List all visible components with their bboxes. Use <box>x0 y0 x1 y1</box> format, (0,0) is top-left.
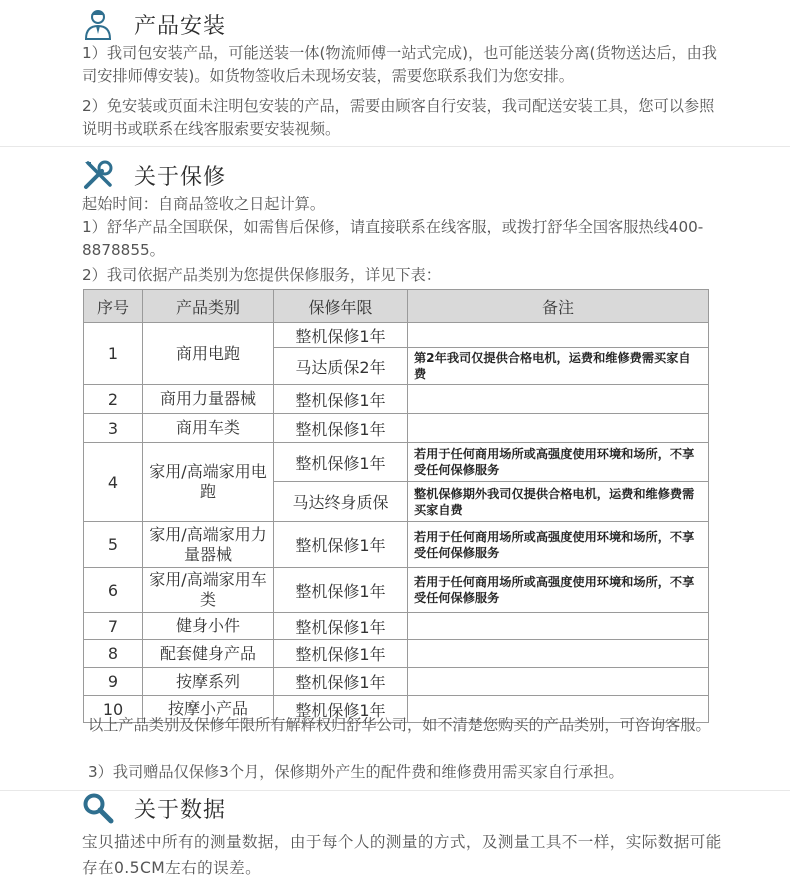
magnifier-icon <box>82 792 114 824</box>
row-period: 整机保修1年 <box>274 696 408 723</box>
section-divider <box>0 146 790 147</box>
data-title: 关于数据 <box>134 797 227 823</box>
row-no: 10 <box>84 696 143 723</box>
warranty-paragraph-3: 3）我司赠品仅保修3个月，保修期外产生的配件费和维修费用需买家自行承担。 <box>88 763 624 781</box>
table-header-row <box>84 290 709 323</box>
row-category: 商用力量器械 <box>143 385 274 414</box>
table-row <box>84 668 709 696</box>
table-row <box>84 568 709 613</box>
row-period: 整机保修1年 <box>274 323 408 348</box>
header-remarks: 备注 <box>408 290 709 323</box>
install-section-header <box>82 4 226 44</box>
warranty-start-time: 起始时间：自商品签收之日起计算。 <box>82 195 325 213</box>
row-period: 马达质保2年 <box>274 348 408 385</box>
row-period: 马达终身质保 <box>274 482 408 522</box>
row-period: 整机保修1年 <box>274 568 408 613</box>
tools-icon <box>82 159 114 191</box>
row-category: 家用/高端家用车类 <box>143 568 274 613</box>
install-paragraph-2: 2）免安装或页面未注明包安装的产品，需要由顾客自行安装，我司配送安装工具，您可以参照说明书或联系在线客服索要安装视频。 <box>82 97 715 138</box>
row-period: 整机保修1年 <box>274 414 408 443</box>
row-category: 家用/高端家用力量器械 <box>143 522 274 568</box>
header-warranty-period: 保修年限 <box>274 290 408 323</box>
row-note: 若用于任何商用场所或高强度使用环境和场所，不享受任何保修服务 <box>408 443 709 482</box>
row-no: 8 <box>84 640 143 668</box>
row-note <box>408 323 709 348</box>
warranty-title: 关于保修 <box>134 164 227 190</box>
table-row <box>84 385 709 414</box>
warranty-table <box>83 289 709 723</box>
warranty-paragraph-1: 1）舒华产品全国联保，如需售后保修，请直接联系在线客服，或拨打舒华全国客服热线400-8878855。 <box>82 218 704 259</box>
row-no: 7 <box>84 613 143 640</box>
table-row <box>84 613 709 640</box>
row-no: 3 <box>84 414 143 443</box>
row-note <box>408 414 709 443</box>
row-period: 整机保修1年 <box>274 640 408 668</box>
warranty-paragraph-2: 2）我司依据产品类别为您提供保修服务，详见下表： <box>82 266 441 284</box>
row-category: 家用/高端家用电跑 <box>143 443 274 522</box>
row-note <box>408 668 709 696</box>
row-note: 整机保修期外我司仅提供合格电机，运费和维修费需买家自费 <box>408 482 709 522</box>
row-category: 按摩系列 <box>143 668 274 696</box>
row-note: 第2年我司仅提供合格电机，运费和维修费需买家自费 <box>408 348 709 385</box>
header-category: 产品类别 <box>143 290 274 323</box>
row-no: 2 <box>84 385 143 414</box>
row-period: 整机保修1年 <box>274 613 408 640</box>
row-period: 整机保修1年 <box>274 668 408 696</box>
data-paragraph: 宝贝描述中所有的测量数据，由于每个人的测量的方式，及测量工具不一样，实际数据可能存在0.5CM左右的误差。 <box>82 833 722 877</box>
row-note: 若用于任何商用场所或高强度使用环境和场所，不享受任何保修服务 <box>408 522 709 568</box>
row-no: 5 <box>84 522 143 568</box>
row-period: 整机保修1年 <box>274 443 408 482</box>
row-no: 1 <box>84 323 143 385</box>
row-note <box>408 385 709 414</box>
warranty-interpretation-note: 以上产品类别及保修年限所有解释权归舒华公司，如不清楚您购买的产品类别，可咨询客服。 <box>88 716 711 734</box>
row-category: 商用车类 <box>143 414 274 443</box>
install-title: 产品安装 <box>134 13 227 39</box>
row-note: 若用于任何商用场所或高强度使用环境和场所，不享受任何保修服务 <box>408 568 709 613</box>
row-no: 4 <box>84 443 143 522</box>
table-row <box>84 522 709 568</box>
installer-person-icon <box>82 8 114 40</box>
warranty-section-header <box>82 155 226 195</box>
header-no: 序号 <box>84 290 143 323</box>
row-category: 健身小件 <box>143 613 274 640</box>
row-note <box>408 613 709 640</box>
row-category: 配套健身产品 <box>143 640 274 668</box>
row-period: 整机保修1年 <box>274 522 408 568</box>
row-note <box>408 640 709 668</box>
row-no: 9 <box>84 668 143 696</box>
data-section-header <box>82 788 226 828</box>
table-row <box>84 443 709 482</box>
table-row <box>84 640 709 668</box>
row-no: 6 <box>84 568 143 613</box>
row-period: 整机保修1年 <box>274 385 408 414</box>
table-row <box>84 323 709 348</box>
row-category: 商用电跑 <box>143 323 274 385</box>
install-paragraph-1: 1）我司包安装产品，可能送装一体(物流师傅一站式完成)，也可能送装分离(货物送达后，由我司安排师傅安装)。如货物签收后未现场安装，需要您联系我们为您安排。 <box>82 44 717 85</box>
row-category: 按摩小产品 <box>143 696 274 723</box>
table-row <box>84 414 709 443</box>
